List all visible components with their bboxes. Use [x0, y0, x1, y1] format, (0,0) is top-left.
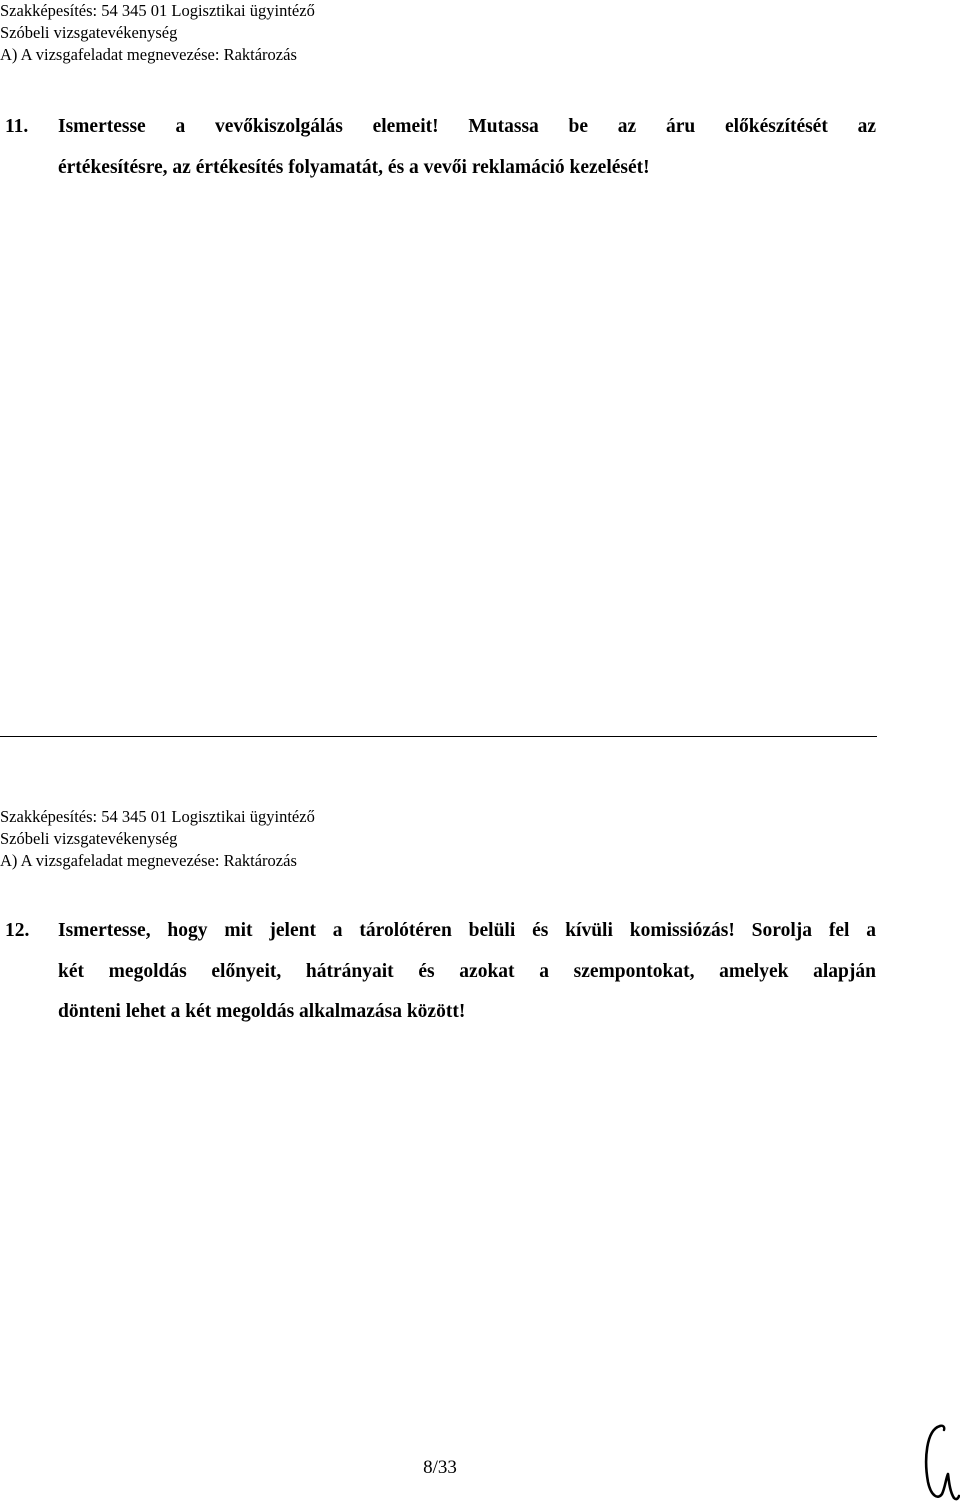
exam-task-line: A) A vizsgafeladat megnevezése: Raktározás — [0, 45, 297, 64]
question-number: 12. — [5, 920, 30, 941]
question-number: 11. — [5, 116, 29, 137]
signature-mark — [918, 1420, 960, 1503]
exam-task-line: A) A vizsgafeladat megnevezése: Raktározás — [0, 851, 297, 870]
document-header-top — [0, 0, 315, 66]
page-number: 8/33 — [423, 1457, 457, 1478]
exam-activity-line: Szóbeli vizsgatevékenység — [0, 23, 178, 42]
question-line: Ismertesse, hogy mit jelent a tárolótéren belüli és kívüli komissiózás! Sorolja fel a — [58, 920, 876, 941]
question-line: Ismertesse a vevőkiszolgálás elemeit! Mutassa be az áru előkészítését az — [58, 116, 876, 137]
qualification-line: Szakképesítés: 54 345 01 Logisztikai ügyintéző — [0, 1, 315, 20]
question-line: dönteni lehet a két megoldás alkalmazása között! — [58, 1001, 466, 1022]
document-header-bottom — [0, 806, 315, 872]
exam-activity-line: Szóbeli vizsgatevékenység — [0, 829, 178, 848]
page-divider — [0, 736, 877, 737]
question-line: két megoldás előnyeit, hátrányait és azokat a szempontokat, amelyek alapján — [58, 960, 876, 982]
question-line: értékesítésre, az értékesítés folyamatát, és a vevői reklamáció kezelését! — [58, 156, 650, 178]
question-text — [58, 911, 876, 1033]
qualification-line: Szakképesítés: 54 345 01 Logisztikai ügyintéző — [0, 807, 315, 826]
question-text — [58, 107, 876, 188]
